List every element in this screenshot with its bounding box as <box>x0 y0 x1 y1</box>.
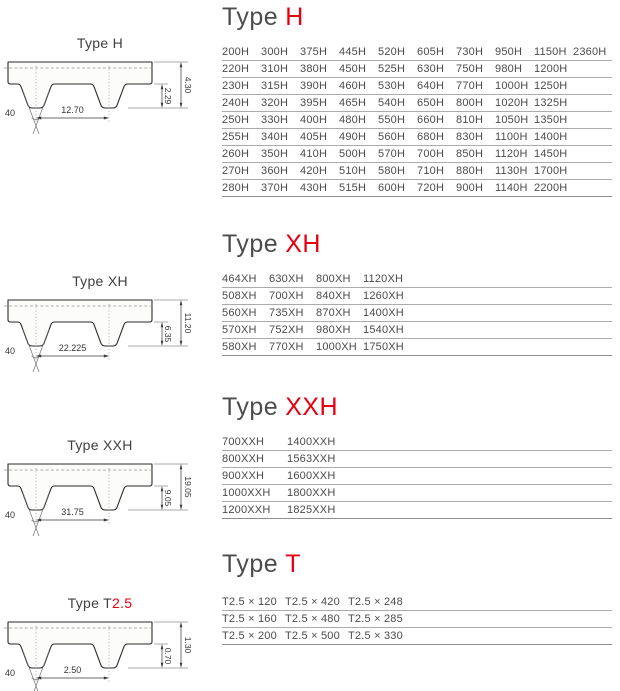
part-number-cell: T2.5 × 285 <box>348 613 403 625</box>
part-number-cell: 500H <box>339 148 367 160</box>
part-number-cell: T2.5 × 420 <box>285 596 340 608</box>
part-number-cell: 950H <box>495 46 523 58</box>
belt-outline <box>8 622 152 668</box>
diagram-title <box>2 594 198 612</box>
part-number-cell: 900XXH <box>222 470 265 482</box>
part-number-cell: 430H <box>300 182 328 194</box>
part-number-cell: 1260XH <box>363 290 404 302</box>
pitch-arrow-right <box>104 677 109 680</box>
tooth-height-label: 6.35 <box>163 325 173 343</box>
diagram-title-text: Type T <box>67 595 112 611</box>
part-number-table-h <box>222 44 612 197</box>
part-number-cell: 300H <box>261 46 289 58</box>
table-row <box>222 485 612 502</box>
tooth-height-label: 2.29 <box>163 87 173 105</box>
table-row <box>222 163 612 180</box>
diagram-title-text: Type XXH <box>67 437 133 453</box>
part-number-cell: 390H <box>300 80 328 92</box>
part-number-cell: T2.5 × 200 <box>222 630 277 642</box>
part-number-cell: 405H <box>300 131 328 143</box>
table-row <box>222 78 612 95</box>
part-number-cell: 1540XH <box>363 324 404 336</box>
belt-diagram-block-h <box>2 34 198 160</box>
part-number-cell: 1000XXH <box>222 487 271 499</box>
part-number-cell: 570XH <box>222 324 257 336</box>
belt-profile-diagram <box>2 616 198 691</box>
part-number-cell: 310H <box>261 63 289 75</box>
section-heading-t <box>222 548 301 580</box>
table-row <box>222 95 612 112</box>
part-number-cell: 880H <box>456 165 484 177</box>
part-number-cell: 770H <box>456 80 484 92</box>
heading-prefix: Type <box>222 230 279 258</box>
part-number-cell: 380H <box>300 63 328 75</box>
part-number-cell: 840XH <box>316 290 351 302</box>
dim-arrow <box>180 341 183 346</box>
belt-outline <box>8 464 152 510</box>
part-number-cell: 1130H <box>495 165 528 177</box>
heading-prefix: Type <box>222 3 279 31</box>
part-number-cell: 660H <box>417 114 445 126</box>
dim-arrow <box>180 464 183 469</box>
part-number-cell: 752XH <box>269 324 304 336</box>
part-number-cell: 1400XXH <box>287 436 336 448</box>
part-number-cell: 580XH <box>222 341 257 353</box>
table-row <box>222 288 612 305</box>
part-number-cell: 735XH <box>269 307 304 319</box>
dim-arrow <box>180 663 183 668</box>
part-number-table-xh <box>222 271 612 356</box>
part-number-cell: 900H <box>456 182 484 194</box>
part-number-cell: 640H <box>417 80 445 92</box>
part-number-cell: 420H <box>300 165 328 177</box>
part-number-cell: 200H <box>222 46 250 58</box>
part-number-cell: 465H <box>339 97 367 109</box>
part-number-cell: 260H <box>222 148 250 160</box>
table-row <box>222 628 612 645</box>
tooth-height-label: 0.70 <box>163 647 173 665</box>
part-number-cell: 410H <box>300 148 328 160</box>
part-number-cell: 1800XXH <box>287 487 336 499</box>
part-number-cell: 450H <box>339 63 367 75</box>
part-number-cell: 700H <box>417 148 445 160</box>
part-number-cell: 850H <box>456 148 484 160</box>
part-number-cell: 280H <box>222 182 250 194</box>
part-number-cell: 1000XH <box>316 341 357 353</box>
part-number-cell: T2.5 × 248 <box>348 596 403 608</box>
part-number-cell: 800XH <box>316 273 351 285</box>
tooth-height-label: 9.05 <box>163 489 173 507</box>
dim-arrow <box>180 622 183 627</box>
part-number-cell: 1400H <box>534 131 568 143</box>
part-number-cell: 350H <box>261 148 289 160</box>
part-number-cell: 1600XXH <box>287 470 336 482</box>
belt-diagram-block-xxh <box>2 436 198 562</box>
belt-outline <box>8 300 152 346</box>
part-number-cell: 320H <box>261 97 289 109</box>
part-number-cell: 1100H <box>495 131 528 143</box>
table-row <box>222 61 612 78</box>
part-number-cell: 395H <box>300 97 328 109</box>
part-number-cell: 550H <box>378 114 406 126</box>
table-row <box>222 322 612 339</box>
part-number-cell: 520H <box>378 46 406 58</box>
part-number-cell: 1325H <box>534 97 568 109</box>
part-number-cell: 560H <box>378 131 406 143</box>
part-number-cell: 340H <box>261 131 289 143</box>
part-number-cell: 230H <box>222 80 250 92</box>
part-number-cell: 800XXH <box>222 453 265 465</box>
part-number-cell: T2.5 × 120 <box>222 596 277 608</box>
section-heading-h <box>222 1 304 33</box>
part-number-cell: 1120XH <box>363 273 404 285</box>
heading-code: H <box>285 3 304 31</box>
part-number-cell: 220H <box>222 63 250 75</box>
table-row <box>222 339 612 356</box>
part-number-cell: 330H <box>261 114 289 126</box>
belt-height-label: 19.05 <box>183 476 193 498</box>
part-number-cell: 464XH <box>222 273 257 285</box>
pitch-dimension-label: 2.50 <box>63 665 82 675</box>
part-number-cell: 255H <box>222 131 250 143</box>
part-number-cell: 560XH <box>222 307 257 319</box>
part-number-table-t <box>222 594 612 645</box>
part-number-cell: 630H <box>417 63 445 75</box>
table-row <box>222 502 612 519</box>
part-number-cell: 700XXH <box>222 436 265 448</box>
dim-arrow <box>180 62 183 67</box>
pitch-arrow-right <box>104 117 109 120</box>
part-number-cell: 510H <box>339 165 367 177</box>
part-number-cell: 240H <box>222 97 250 109</box>
part-number-cell: 250H <box>222 114 250 126</box>
heading-code: T <box>285 550 301 578</box>
part-number-cell: 315H <box>261 80 289 92</box>
table-row <box>222 611 612 628</box>
part-number-cell: 530H <box>378 80 406 92</box>
heading-prefix: Type <box>222 393 279 421</box>
table-row <box>222 305 612 322</box>
part-number-cell: 810H <box>456 114 484 126</box>
part-number-cell: 1000H <box>495 80 529 92</box>
part-number-cell: 1700H <box>534 165 568 177</box>
part-number-cell: 600H <box>378 182 406 194</box>
part-number-cell: T2.5 × 160 <box>222 613 277 625</box>
belt-profile-diagram <box>2 56 198 160</box>
part-number-cell: 1150H <box>534 46 567 58</box>
part-number-cell: 870XH <box>316 307 351 319</box>
part-number-cell: 480H <box>339 114 367 126</box>
belt-height-label: 1.30 <box>183 636 193 654</box>
belt-height-label: 11.20 <box>183 312 193 334</box>
part-number-cell: 1250H <box>534 80 568 92</box>
part-number-cell: 770XH <box>269 341 304 353</box>
part-number-table-xxh <box>222 434 612 519</box>
dim-arrow <box>180 103 183 108</box>
part-number-cell: 1200H <box>534 63 568 75</box>
part-number-cell: 700XH <box>269 290 304 302</box>
diagram-title <box>2 436 198 454</box>
part-number-cell: 800H <box>456 97 484 109</box>
table-row <box>222 434 612 451</box>
belt-height-label: 4.30 <box>183 76 193 94</box>
part-number-cell: 980XH <box>316 324 351 336</box>
part-number-cell: 580H <box>378 165 406 177</box>
part-number-cell: 1200XXH <box>222 504 271 516</box>
part-number-cell: 540H <box>378 97 406 109</box>
part-number-cell: 570H <box>378 148 406 160</box>
part-number-cell: 508XH <box>222 290 257 302</box>
angle-label: 40 <box>5 510 16 520</box>
belt-diagram-block-t <box>2 594 198 691</box>
part-number-cell: 460H <box>339 80 367 92</box>
pitch-dimension-label: 12.70 <box>61 105 84 115</box>
part-number-cell: T2.5 × 500 <box>285 630 340 642</box>
part-number-cell: 1563XXH <box>287 453 336 465</box>
part-number-cell: 1120H <box>495 148 528 160</box>
table-row <box>222 129 612 146</box>
part-number-cell: 2360H <box>573 46 607 58</box>
table-row <box>222 180 612 197</box>
pitch-dimension-label: 22.225 <box>58 343 87 353</box>
pitch-arrow-right <box>104 519 109 522</box>
part-number-cell: 400H <box>300 114 328 126</box>
part-number-cell: 1140H <box>495 182 528 194</box>
part-number-cell: 515H <box>339 182 367 194</box>
belt-outline <box>8 62 152 108</box>
part-number-cell: 720H <box>417 182 445 194</box>
part-number-cell: 1450H <box>534 148 568 160</box>
part-number-cell: 630XH <box>269 273 304 285</box>
part-number-cell: T2.5 × 480 <box>285 613 340 625</box>
part-number-cell: 1050H <box>495 114 529 126</box>
part-number-cell: 2200H <box>534 182 568 194</box>
part-number-cell: 360H <box>261 165 289 177</box>
part-number-cell: 1750XH <box>363 341 404 353</box>
diagram-title <box>2 34 198 52</box>
section-heading-xh <box>222 228 321 260</box>
pitch-arrow-right <box>104 355 109 358</box>
part-number-cell: 445H <box>339 46 367 58</box>
part-number-cell: 270H <box>222 165 250 177</box>
part-number-cell: 1825XXH <box>287 504 336 516</box>
belt-diagram-block-xh <box>2 272 198 398</box>
dim-arrow <box>180 505 183 510</box>
section-heading-xxh <box>222 391 338 423</box>
table-row <box>222 594 612 611</box>
table-row <box>222 451 612 468</box>
part-number-cell: 830H <box>456 131 484 143</box>
pitch-dimension-label: 31.75 <box>61 507 84 517</box>
diagram-title-text: Type H <box>76 35 124 51</box>
part-number-cell: 710H <box>417 165 445 177</box>
table-row <box>222 271 612 288</box>
part-number-cell: 730H <box>456 46 484 58</box>
heading-prefix: Type <box>222 550 279 578</box>
diagram-title <box>2 272 198 290</box>
belt-profile-diagram <box>2 294 198 398</box>
part-number-cell: 1350H <box>534 114 568 126</box>
heading-code: XH <box>285 230 321 258</box>
diagram-title-text: Type XH <box>72 273 128 289</box>
table-row <box>222 468 612 485</box>
table-row <box>222 44 612 61</box>
part-number-cell: 605H <box>417 46 445 58</box>
angle-label: 40 <box>5 346 16 356</box>
angle-label: 40 <box>5 108 16 118</box>
angle-label: 40 <box>5 668 16 678</box>
part-number-cell: 980H <box>495 63 523 75</box>
part-number-cell: 490H <box>339 131 367 143</box>
part-number-cell: 750H <box>456 63 484 75</box>
part-number-cell: 525H <box>378 63 406 75</box>
diagram-title-accent: 2.5 <box>111 595 133 611</box>
part-number-cell: 680H <box>417 131 445 143</box>
belt-profile-diagram <box>2 458 198 562</box>
table-row <box>222 146 612 163</box>
part-number-cell: 650H <box>417 97 445 109</box>
heading-code: XXH <box>285 393 339 421</box>
part-number-cell: 375H <box>300 46 328 58</box>
part-number-cell: 1400XH <box>363 307 404 319</box>
dim-arrow <box>180 300 183 305</box>
table-row <box>222 112 612 129</box>
part-number-cell: 1020H <box>495 97 529 109</box>
part-number-cell: T2.5 × 330 <box>348 630 403 642</box>
part-number-cell: 370H <box>261 182 289 194</box>
